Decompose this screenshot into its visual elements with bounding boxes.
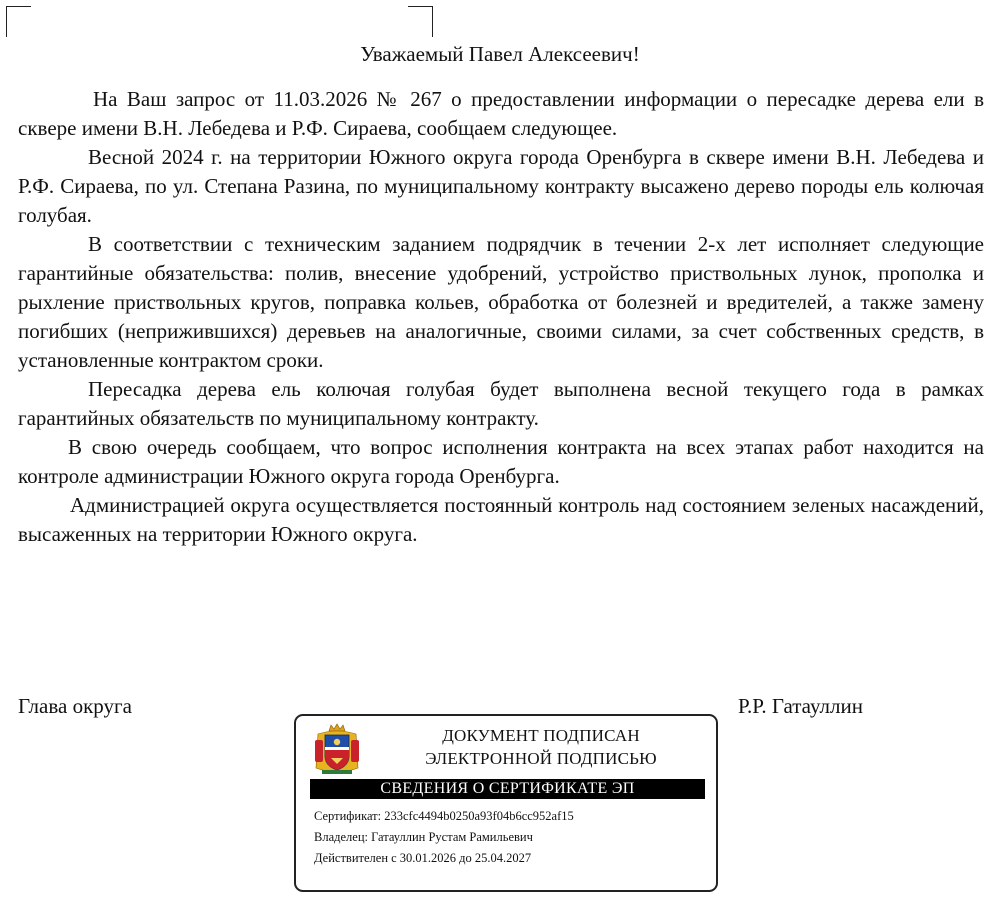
corner-mark-left (6, 6, 31, 37)
esign-heading (376, 724, 706, 770)
electronic-signature-stamp (294, 714, 718, 892)
coat-of-arms-icon (312, 722, 362, 778)
paragraph-transplant: Пересадка дерева ель колючая голубая будет выполнена весной текущего года в рамках гарантийных обязательств по муниципальному контракту. (18, 377, 984, 430)
paragraph-planting: Весной 2024 г. на территории Южного округа города Оренбурга в сквере имени В.Н. Лебедева и Р.Ф. Сираева, по ул. Степана Разина, по муниципальному контракту высажено дерево породы ель колючая голубая. (18, 145, 984, 227)
certificate-serial: Сертификат: 233cfc4494b0250a93f04b6cc952af15 (314, 809, 574, 823)
certificate-validity: Действителен с 30.01.2026 до 25.04.2027 (314, 851, 532, 865)
paragraph-request: На Ваш запрос от 11.03.2026 № 267 о предоставлении информации о пересадке дерева ели в сквере имени В.Н. Лебедева и Р.Ф. Сираева, сообщаем следующее. (18, 87, 984, 140)
esign-heading-line-2: ЭЛЕКТРОННОЙ ПОДПИСЬЮ (425, 749, 657, 768)
paragraph-monitoring: Администрацией округа осуществляется постоянный контроль над состоянием зеленых насаждений, высаженных на территории Южного округа. (18, 493, 984, 546)
signatory-name: Р.Р. Гатауллин (738, 694, 863, 718)
signatory-position: Глава округа (18, 694, 132, 718)
certificate-owner: Владелец: Гатауллин Рустам Рамильевич (314, 830, 533, 844)
paragraph-obligations: В соответствии с техническим заданием подрядчик в течении 2-х лет исполняет следующие гарантийные обязательства: полив, внесение удобрений, устройство приствольных лунок, прополка и рыхление приствольных кругов, поправка кольев, обработка от болезней и вредителей, а также замену погибших (неприжившихся) деревьев на аналогичные, своими силами, за счет собственных средств, в установленные контрактом сроки. (18, 232, 984, 372)
certificate-info-header: СВЕДЕНИЯ О СЕРТИФИКАТЕ ЭП (310, 779, 705, 799)
letter-body (18, 85, 984, 549)
paragraph-control: В свою очередь сообщаем, что вопрос исполнения контракта на всех этапах работ находится на контроле администрации Южного округа города Оренбурга. (18, 435, 984, 488)
greeting: Уважаемый Павел Алексеевич! (360, 42, 640, 66)
esign-heading-line-1: ДОКУМЕНТ ПОДПИСАН (442, 726, 640, 745)
corner-mark-right (408, 6, 433, 37)
certificate-details (314, 806, 574, 869)
